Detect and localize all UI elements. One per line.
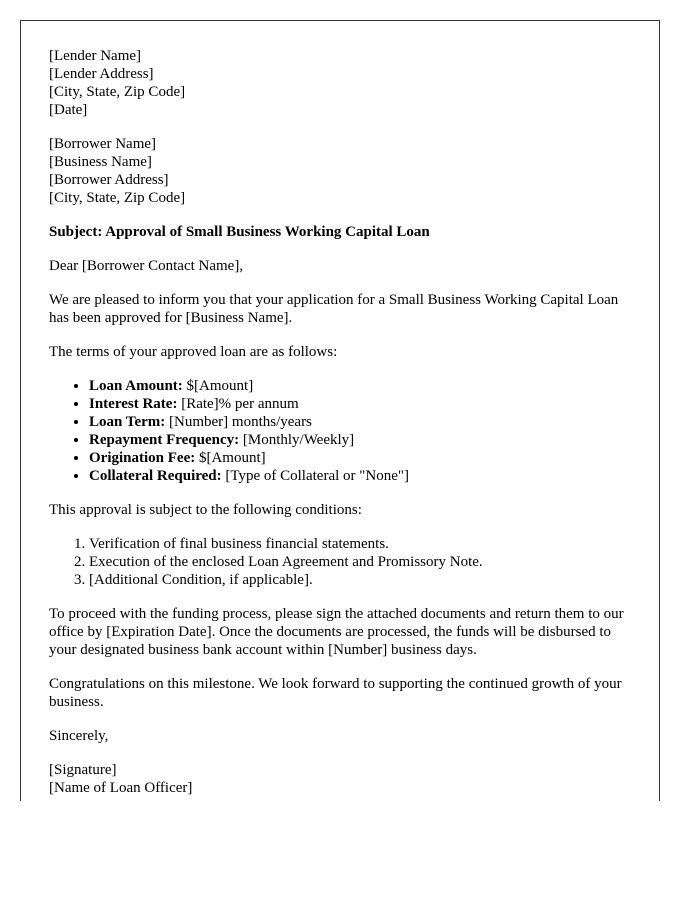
signature: [Signature] [49,762,117,778]
term-item [89,449,631,467]
term-item [89,377,631,395]
term-value: [Rate]% per annum [177,396,299,412]
business-name: [Business Name] [49,154,152,170]
lender-name: [Lender Name] [49,48,142,64]
term-label: Collateral Required: [89,468,222,484]
condition-item: 3. [Additional Condition, if applicable]. [89,571,631,589]
loan-terms-list [49,377,631,485]
term-item [89,467,631,485]
borrower-address: [Borrower Address] [49,172,169,188]
term-value: [Number] months/years [165,414,312,430]
borrower-block [49,135,631,207]
term-label: Repayment Frequency: [89,432,240,448]
condition-item: 1. Verification of final business financial statements. [89,535,631,553]
lender-city-state-zip: [City, State, Zip Code] [49,84,186,100]
signature-block [49,761,631,797]
signoff: Sincerely, [49,728,109,744]
term-item [89,431,631,449]
term-label: Interest Rate: [89,396,178,412]
terms-intro: The terms of your approved loan are as follows: [49,344,338,360]
term-value: [Type of Collateral or "None"] [221,468,410,484]
conditions-intro: This approval is subject to the following conditions: [49,502,362,518]
term-value: $[Amount] [195,450,266,466]
borrower-name: [Borrower Name] [49,136,157,152]
term-value: [Monthly/Weekly] [239,432,355,448]
letter-date: [Date] [49,102,88,118]
lender-block [49,47,631,119]
borrower-city-state-zip: [City, State, Zip Code] [49,190,186,206]
lender-address: [Lender Address] [49,66,154,82]
term-label: Loan Term: [89,414,166,430]
term-label: Loan Amount: [89,378,183,394]
funding-paragraph: To proceed with the funding process, please sign the attached documents and return them to our office by [Expiration Date]. Once the documents are processed, the funds will be disbursed to your designated business bank account within [Number] business days. [49,606,624,658]
term-item [89,413,631,431]
subject-line: Subject: Approval of Small Business Working Capital Loan [49,224,430,240]
condition-item: 2. Execution of the enclosed Loan Agreement and Promissory Note. [89,553,631,571]
intro-paragraph: We are pleased to inform you that your application for a Small Business Working Capital Loan has been approved for [Business Name]. [49,292,619,326]
approval-letter [20,20,660,801]
term-value: $[Amount] [182,378,254,394]
salutation: Dear [Borrower Contact Name], [49,258,244,274]
closing-paragraph: Congratulations on this milestone. We look forward to supporting the continued growth of your business. [49,676,622,710]
term-label: Origination Fee: [89,450,196,466]
term-item [89,395,631,413]
loan-officer-name: [Name of Loan Officer] [49,780,193,796]
conditions-list [49,535,631,589]
